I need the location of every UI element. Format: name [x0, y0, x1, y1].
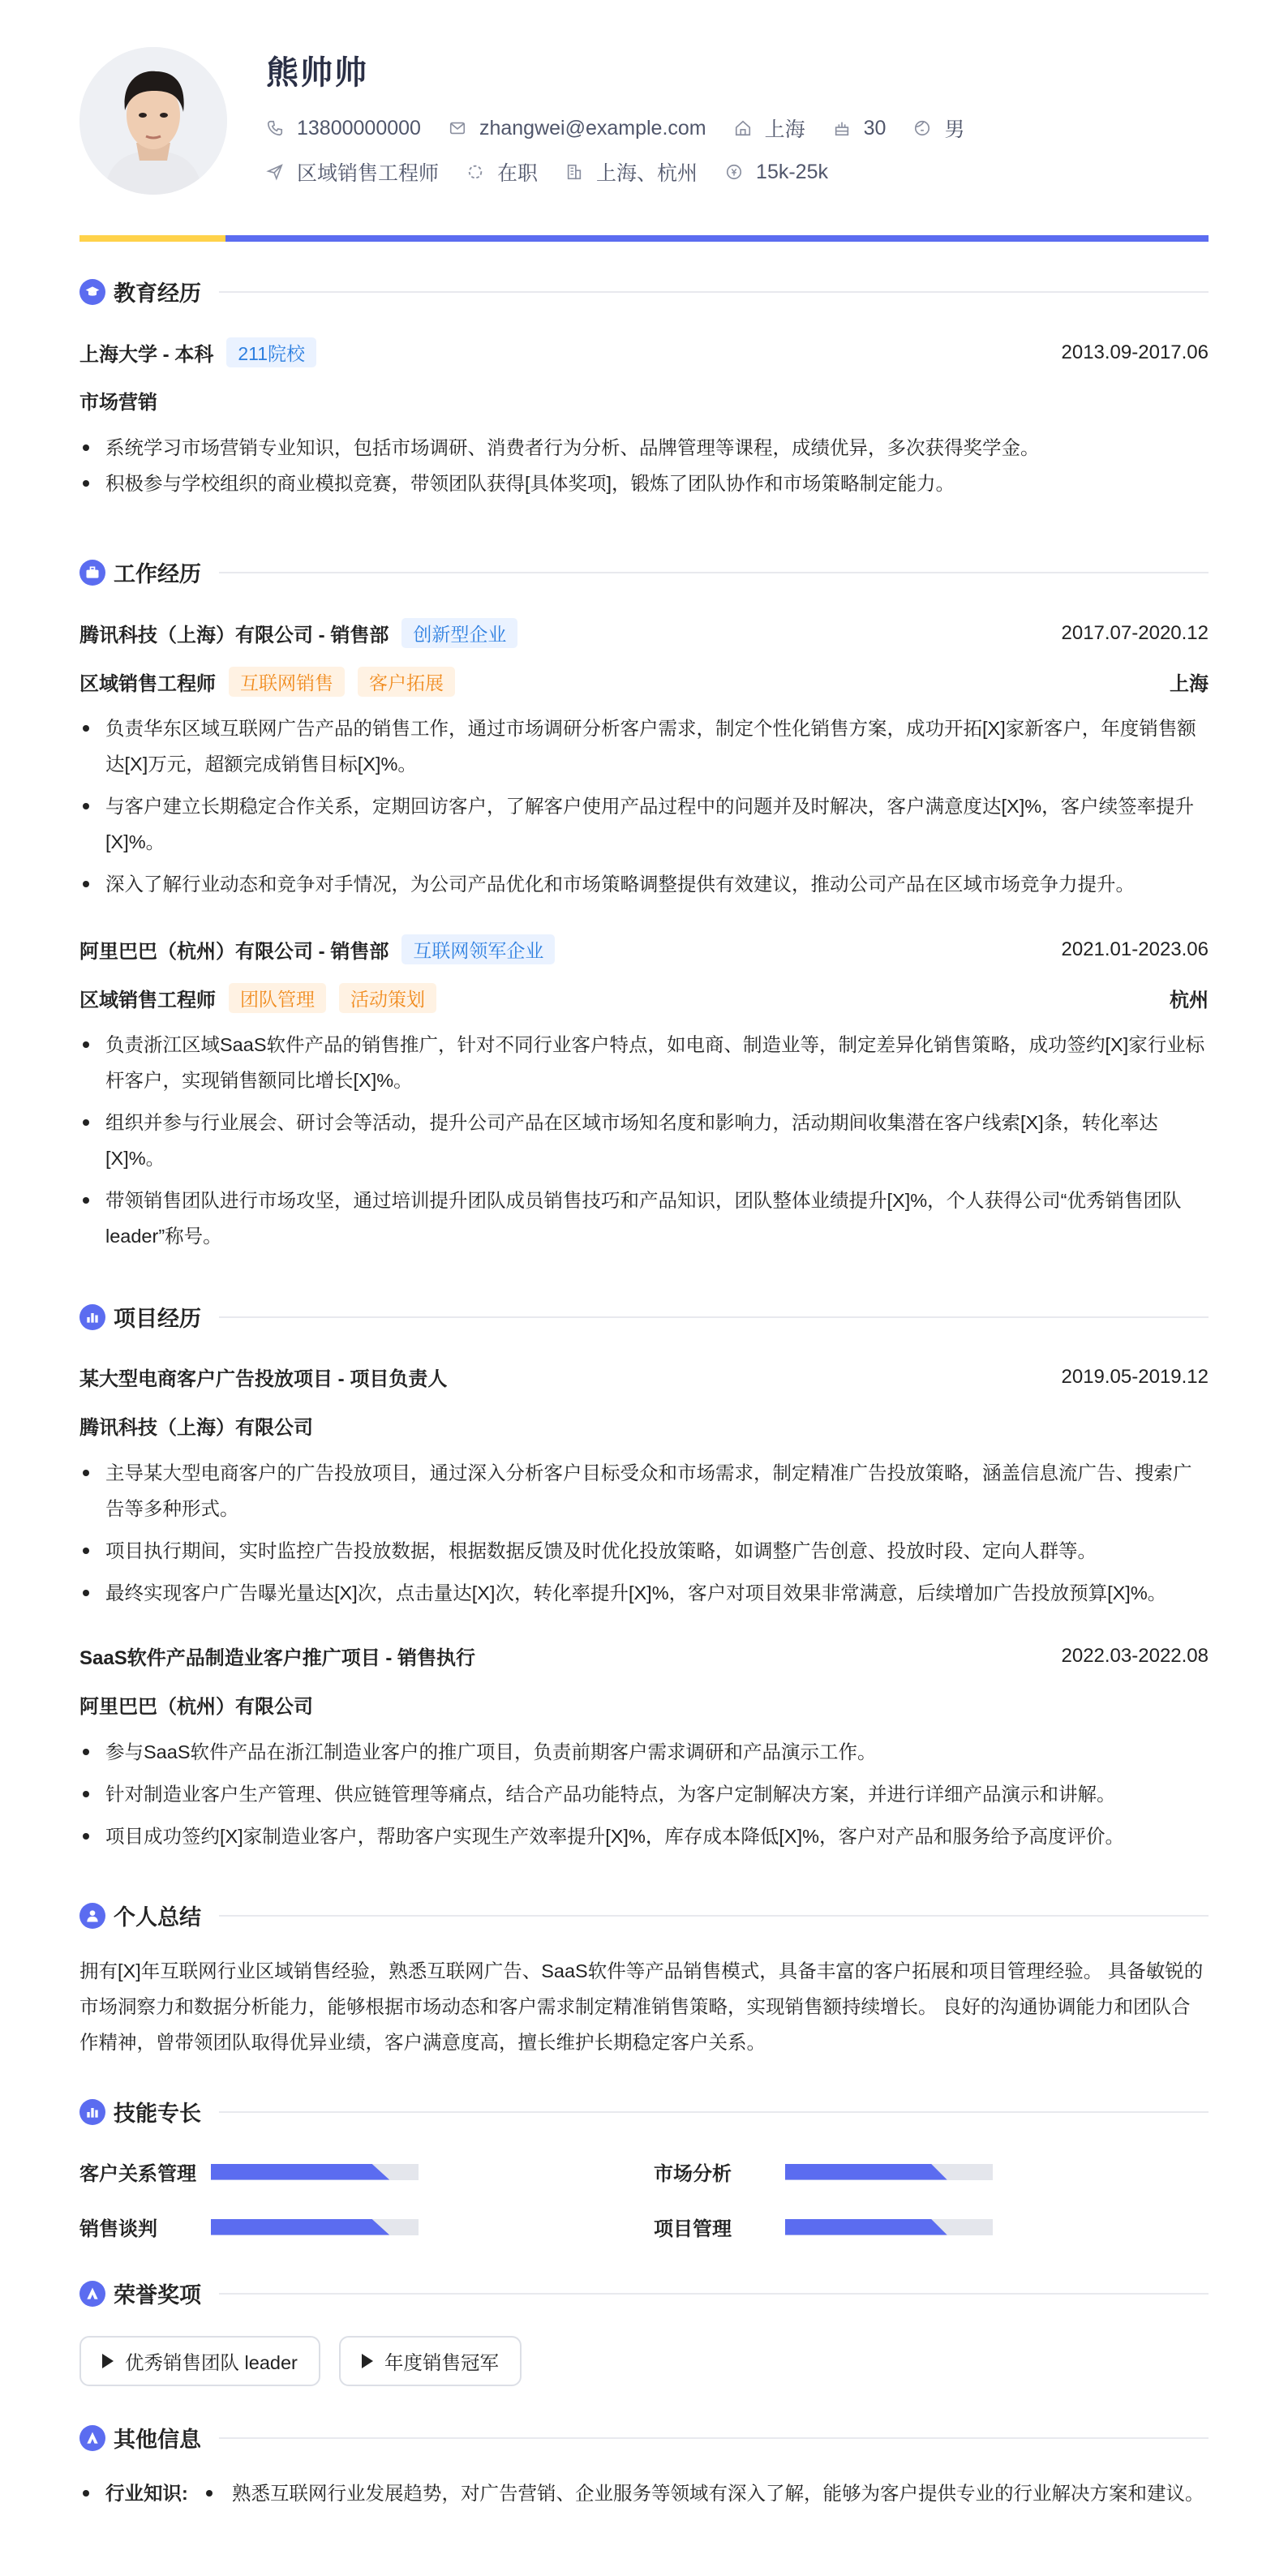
project-date: 2022.03-2022.08 [1061, 1644, 1209, 1667]
honors-list [79, 2336, 1209, 2388]
skill-bar-fill [211, 2164, 389, 2180]
education-date: 2013.09-2017.06 [1061, 341, 1209, 363]
work-1-role-row [79, 667, 1209, 697]
section-title-honors: 荣誉奖项 [114, 2283, 201, 2308]
education-header [79, 337, 1209, 367]
work-1-header [79, 618, 1209, 648]
project-2-bullets [79, 1734, 1209, 1854]
target-cities-item [565, 157, 698, 187]
list-item: 组织并参与行业展会、研讨会等活动，提升公司产品在区域市场知名度和影响力，活动期间收集潜在客户线索[X]条，转化率达[X]%。 [79, 1105, 1209, 1176]
avatar [79, 47, 227, 195]
resume-page [79, 0, 1209, 2504]
other-info-key: 行业知识: [105, 2483, 188, 2504]
skill-name: 市场分析 [654, 2163, 732, 2185]
list-item: 参与SaaS软件产品在浙江制造业客户的推广项目，负责前期客户需求调研和产品演示工作。 [79, 1734, 1209, 1770]
project-1-company-row [79, 1411, 1209, 1440]
work-date: 2021.01-2023.06 [1061, 938, 1209, 960]
play-icon [102, 2354, 114, 2368]
summary-text: 拥有[X]年互联网行业区域销售经验，熟悉互联网广告、SaaS软件等产品销售模式，具备丰富的客户拓展和项目管理经验。 具备敏锐的市场洞察力和数据分析能力，能够根据市场动态和客户需求制定精准销售策略，实现销售额持续增长。 良好的沟通协调能力和团队合作精神，曾带领团队取得优异业绩，客户满意度高，擅长维护长期稳定客户关系。 [79, 1960, 1204, 2053]
award-icon [79, 2281, 105, 2307]
list-item: 熟悉互联网行业发展趋势，对广告营销、企业服务等领域有深入了解，能够为客户提供专业的行业解决方案和建议。 [203, 2475, 1209, 2511]
building-icon [565, 163, 583, 181]
list-item: 积极参与学校组织的商业模拟竞赛，带领团队获得[具体奖项]，锻炼了团队协作和市场策略制定能力。 [79, 466, 1209, 501]
project-title: 某大型电商客户广告投放项目 - 项目负责人 [79, 1368, 448, 1390]
email-item [449, 117, 706, 140]
section-title-education: 教育经历 [114, 281, 201, 306]
project-1-bullets [79, 1455, 1209, 1611]
company-name: 腾讯科技（上海）有限公司 - 销售部 [79, 625, 389, 646]
project-1-header [79, 1363, 1209, 1391]
header-divider [79, 235, 1209, 242]
candidate-name: 熊帅帅 [266, 55, 368, 91]
honor-label: 年度销售冠军 [384, 2352, 499, 2373]
section-skills [79, 2096, 1209, 2127]
send-icon [266, 163, 284, 181]
skill-bar [785, 2164, 993, 2180]
briefcase-icon [79, 560, 105, 586]
skill-item [654, 2213, 993, 2241]
phone-item [266, 117, 421, 140]
school-name: 上海大学 - 本科 [79, 344, 214, 366]
user-icon [79, 1903, 105, 1929]
target-cities-text: 上海、杭州 [596, 162, 698, 185]
bar-chart-icon [79, 2099, 105, 2125]
other-info-values [203, 2475, 1209, 2511]
resume-header [79, 0, 1209, 235]
email-text: zhangwei@example.com [479, 116, 706, 140]
phone-icon [266, 119, 284, 137]
honor-chip [79, 2336, 320, 2386]
section-title-work: 工作经历 [114, 562, 201, 586]
work-2-header [79, 934, 1209, 964]
section-title-projects: 项目经历 [114, 1307, 201, 1331]
contact-row [266, 114, 992, 143]
skill-bar-fill [785, 2219, 947, 2235]
gender-item [913, 114, 964, 143]
list-item: 与客户建立长期稳定合作关系，定期回访客户，了解客户使用产品过程中的问题并及时解决，客户满意度达[X]%，客户续签率提升[X]%。 [79, 788, 1209, 860]
project-company: 腾讯科技（上海）有限公司 [79, 1417, 313, 1439]
role-tag: 活动策划 [339, 983, 436, 1013]
skill-bar-fill [785, 2164, 947, 2180]
role-tag: 团队管理 [229, 983, 326, 1013]
list-item: 最终实现客户广告曝光量达[X]次，点击量达[X]次，转化率提升[X]%，客户对项目效果非常满意，后续增加广告投放预算[X]%。 [79, 1575, 1209, 1611]
project-company: 阿里巴巴（杭州）有限公司 [79, 1696, 313, 1718]
company-name: 阿里巴巴（杭州）有限公司 - 销售部 [79, 941, 389, 963]
job-target-item [266, 157, 439, 187]
person-face-icon [913, 119, 931, 137]
info-icon [79, 2425, 105, 2451]
skill-item [79, 2157, 419, 2186]
list-item: 负责浙江区域SaaS软件产品的销售推广，针对不同行业客户特点，如电商、制造业等，制定差异化销售策略，成功签约[X]家行业标杆客户，实现销售额同比增长[X]%。 [79, 1027, 1209, 1098]
home-icon [734, 119, 752, 137]
major: 市场营销 [79, 392, 157, 414]
school-tag: 211院校 [226, 337, 316, 367]
list-item: 针对制造业客户生产管理、供应链管理等痛点，结合产品功能特点，为客户定制解决方案，并进行详细产品演示和讲解。 [79, 1776, 1209, 1812]
list-item: 项目执行期间，实时监控广告投放数据，根据数据反馈及时优化投放策略，如调整广告创意、投放时段、定向人群等。 [79, 1533, 1209, 1569]
bar-chart-icon [79, 1304, 105, 1330]
list-item: 带领销售团队进行市场攻坚，通过培训提升团队成员销售技巧和产品知识，团队整体业绩提升[X]%，个人获得公司“优秀销售团队 leader”称号。 [79, 1183, 1209, 1254]
honor-chip [339, 2336, 522, 2386]
project-2-company-row [79, 1690, 1209, 1719]
section-title-skills: 技能专长 [114, 2102, 201, 2126]
work-2-role-row [79, 983, 1209, 1013]
skill-bar [211, 2219, 419, 2235]
skill-name: 项目管理 [654, 2218, 732, 2240]
age-text: 30 [863, 116, 887, 140]
project-date: 2019.05-2019.12 [1061, 1365, 1209, 1388]
work-location: 杭州 [1170, 990, 1209, 1011]
section-summary [79, 1900, 1209, 1931]
list-item: 深入了解行业动态和竞争对手情况，为公司产品优化和市场策略调整提供有效建议，推动公司产品在区域市场竞争力提升。 [79, 866, 1209, 902]
list-item: 系统学习市场营销专业知识，包括市场调研、消费者行为分析、品牌管理等课程，成绩优异，多次获得奖学金。 [79, 430, 1209, 466]
project-title: SaaS软件产品制造业客户推广项目 - 销售执行 [79, 1647, 476, 1669]
section-title-other: 其他信息 [114, 2428, 201, 2452]
education-major-row [79, 386, 1209, 414]
education-bullets [79, 430, 1209, 501]
section-projects [79, 1301, 1209, 1333]
skill-item [654, 2157, 993, 2186]
work-2-bullets [79, 1027, 1209, 1254]
skill-bar-fill [211, 2219, 389, 2235]
company-tag: 创新型企业 [401, 618, 517, 648]
salary-text: 15k-25k [756, 160, 828, 183]
work-location: 上海 [1170, 673, 1209, 695]
salary-item [725, 161, 828, 184]
company-tag: 互联网领军企业 [401, 934, 555, 964]
role-title: 区域销售工程师 [79, 990, 216, 1011]
status-text: 在职 [497, 162, 539, 185]
work-1-bullets [79, 711, 1209, 902]
skill-item [79, 2213, 419, 2241]
project-2-header [79, 1642, 1209, 1670]
job-target-text: 区域销售工程师 [297, 162, 440, 185]
play-icon [362, 2354, 373, 2368]
job-intent-row [266, 157, 856, 187]
section-work [79, 556, 1209, 588]
gender-text: 男 [944, 118, 965, 141]
city-text: 上海 [764, 118, 805, 141]
city-item [734, 114, 805, 143]
role-title: 区域销售工程师 [79, 673, 216, 695]
section-education [79, 276, 1209, 307]
section-other [79, 2422, 1209, 2454]
role-tag: 互联网销售 [229, 667, 345, 697]
list-item: 负责华东区域互联网广告产品的销售工作，通过市场调研分析客户需求，制定个性化销售方案，成功开拓[X]家新客户，年度销售额达[X]万元，超额完成销售目标[X]%。 [79, 711, 1209, 782]
graduation-cap-icon [79, 279, 105, 305]
skill-name: 销售谈判 [79, 2218, 157, 2240]
money-icon [725, 163, 743, 181]
section-honors [79, 2278, 1209, 2309]
status-item [466, 157, 538, 187]
skill-name: 客户关系管理 [79, 2163, 196, 2185]
skill-bar [785, 2219, 993, 2235]
role-tag: 客户拓展 [358, 667, 455, 697]
honor-label: 优秀销售团队 leader [125, 2352, 298, 2373]
phone-text: 13800000000 [297, 116, 421, 140]
list-item: 项目成功签约[X]家制造业客户，帮助客户实现生产效率提升[X]%，库存成本降低[X]%，客户对产品和服务给予高度评价。 [79, 1818, 1209, 1854]
cake-icon [833, 119, 851, 137]
skill-bar [211, 2164, 419, 2180]
mail-icon [449, 119, 466, 137]
loading-icon [466, 163, 484, 181]
work-date: 2017.07-2020.12 [1061, 621, 1209, 644]
age-item [833, 117, 887, 140]
section-title-summary: 个人总结 [114, 1905, 201, 1930]
list-item: 主导某大型电商客户的广告投放项目，通过深入分析客户目标受众和市场需求，制定精准广告投放策略，涵盖信息流广告、搜索广告等多种形式。 [79, 1455, 1209, 1526]
